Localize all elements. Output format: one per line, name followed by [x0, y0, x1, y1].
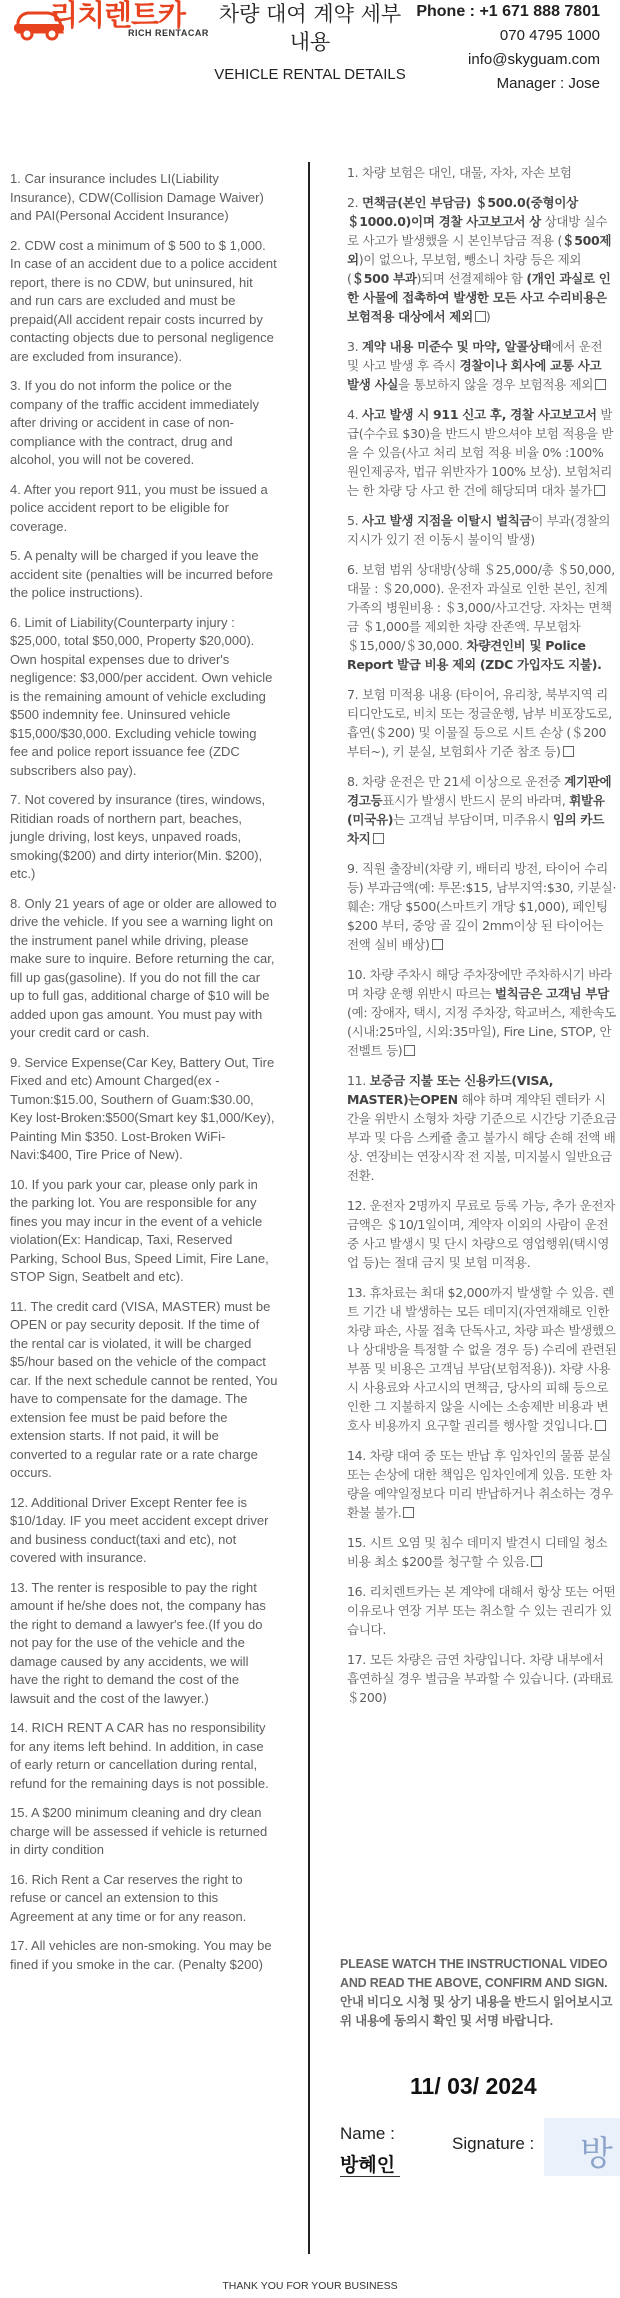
- term-10-checkbox[interactable]: [404, 1045, 415, 1056]
- term-ko-2: 2. 면책금(본인 부담금) ＄500.0(중형이상 ＄1000.0)이며 경찰 사고보고서 상 상대방 실수로 사고가 발생했을 시 본인부담금 적용 (＄500제외)이 없으나, 무보험, 뺑소니 차량 등은 제외(＄500 부과)되며 선결제해야 함 (개인 과실로 인한 사물에 접촉하여 발생한 모든 사고 수리비용은 보험적용 대상에서 제외 ): [347, 195, 612, 324]
- term-ko-1: 1. 차량 보험은 대인, 대물, 자차, 자손 보험: [347, 165, 572, 180]
- name-value: 방혜인: [340, 2154, 396, 2176]
- term-7-checkbox[interactable]: [563, 746, 574, 757]
- term-ko-7: 7. 보험 미적용 내용 (타이어, 유리창, 북부지역 리티디안도로, 비치 또는 정글운행, 남부 비포장도로, 흡연(＄200) 및 이물질 등으로 시트 손상 (＄200부터~), 키 분실, 보험회사 기준 참조 등): [347, 687, 612, 759]
- term-9-checkbox[interactable]: [432, 939, 443, 950]
- term-en-2: 2. CDW cost a minimum of $ 500 to $ 1,000. In case of an accident due to a police accident report, there is no CDW, but uninsured, hit and run cars are excluded and must be prepaid(All accident repair costs incurred by contacting objects due to personal negligence are excluded from insurance).: [10, 237, 277, 364]
- term-ko-15: 15. 시트 오염 및 침수 데미지 발견시 디테일 청소 비용 최소 $200를 청구할 수 있음.: [347, 1535, 608, 1569]
- term-en-7: 7. Not covered by insurance (tires, windows, Ritidian roads of northern part, beaches, jungle driving, lost keys, unpaved roads, smoking($200) and dirty interior(Min. $200), etc.): [10, 792, 266, 881]
- title-english: VEHICLE RENTAL DETAILS: [214, 66, 406, 83]
- signature-handwriting: 방: [580, 2134, 613, 2174]
- term-ko-14: 14. 차량 대여 중 또는 반납 후 임차인의 물품 분실 또는 손상에 대한 책임은 임차인에게 있음. 또한 차량을 예약일정보다 미리 반납하거나 취소하는 경우 환불 불가.: [347, 1448, 613, 1520]
- title-korean: 차량 대여 계약 세부 내용: [218, 2, 402, 54]
- term-ko-5: 5. 사고 발생 지점을 이탈시 벌칙금이 부과(경찰의 지시가 있기 전 이동시 불이익 발생): [347, 513, 611, 547]
- term-ko-10: 10. 차량 주차시 해당 주차장에만 주차하시기 바라며 차량 운행 위반시 따르는 벌칙금은 고객님 부담 (예: 장애자, 택시, 지정 주차장, 학교버스, 제한속도(시내:25마일, 시외:35마일), Fire Line, STOP, 안전벨트 등): [347, 967, 616, 1058]
- signed-date: 11/ 03/ 2024: [410, 2073, 537, 2099]
- footer-thanks: THANK YOU FOR YOUR BUSINESS: [222, 2280, 398, 2292]
- term-en-9: 9. Service Expense(Car Key, Battery Out, Tire Fixed and etc) Amount Charged(ex - Tumon:$15.00, Southern of Guam:$30.00, Key lost-Broken:$500(Smart key $1,000/Key), Painting Min $350. Lost-Broken WiFi-Navi:$400, Tire Price of New).: [10, 1054, 275, 1162]
- term-en-5: 5. A penalty will be charged if you leave the accident site (penalties will be incurred before the police instructions).: [10, 548, 274, 600]
- term-3-checkbox[interactable]: [595, 379, 606, 390]
- term-en-16: 16. Rich Rent a Car reserves the right to refuse or cancel an extension to this Agreement at any time or for any reason.: [10, 1871, 247, 1924]
- terms-english-column: [10, 170, 278, 1985]
- term-2-checkbox[interactable]: [475, 311, 486, 322]
- term-ko-12: 12. 운전자 2명까지 무료로 등록 가능, 추가 운전자 금액은 ＄10/1일이며, 계약자 이외의 사람이 운전중 사고 발생시 및 단시 차량으로 영업행위(택시영업 등)는 절대 금지 및 보험 미적용.: [347, 1198, 615, 1270]
- term-ko-3: 3. 계약 내용 미준수 및 마약, 알콜상태에서 운전 및 사고 발생 후 즉시 경찰이나 회사에 교통 사고 발생 사실을 통보하지 않을 경우 보험적용 제외: [347, 337, 617, 394]
- term-en-15: 15. A $200 minimum cleaning and dry clean charge will be assessed if vehicle is returned in dirty condition: [10, 1805, 268, 1857]
- term-4-checkbox[interactable]: [594, 485, 605, 496]
- confirm-korean: 안내 비디오 시청 및 상기 내용을 반드시 읽어보시고 위 내용에 동의시 확인 및 서명 바랍니다.: [340, 1995, 613, 2028]
- phone-number: Phone : +1 671 888 7801: [416, 3, 600, 20]
- term-en-13: 13. The renter is resposible to pay the right amount if he/she does not, the company has the right to demand a lawyer's fee.(If you do not pay for the use of the vehicle and the damage caused by any accidents, we will have the right to demand the cost of the lawsuit and the cost of the lawyer.): [10, 1579, 266, 1706]
- contact-block: [400, 0, 600, 96]
- term-ko-4: 4. 사고 발생 시 911 신고 후, 경찰 사고보고서 발급(수수료 $30)을 반드시 받으셔야 보험 적용을 받을 수 있음(사고 처리 보험 적용 비율 0% :100% 원인제공자, 법규 위반자가 100% 보상). 보험처리는 한 차량 당 사고 한 건에 해당되며 대차 불가: [347, 407, 614, 498]
- column-divider: [308, 162, 310, 2254]
- term-ko-13: 13. 휴차료는 최대 $2,000까지 발생할 수 있음. 렌트 기간 내 발생하는 모든 데미지(자연재해로 인한 차량 파손, 사물 접촉 단독사고, 차량 파손 발생했으나 상대방을 특정할 수 없을 경우 등) 수리에 관련된 부품 및 비용은 고객님 부담(보험적용)). 차량 사용시 사용료와 사고시의 면책금, 당사의 피해 등으로 인한 그 지불하지 않을 시에는 소송제반 비용과 변호사 비용까지 요구할 권리를 행사할 것입니다.: [347, 1285, 617, 1433]
- term-en-12: 12. Additional Driver Except Renter fee is $10/1day. IF you meet accident except driver and business conduct(taxi and etc), not covered with insurance.: [10, 1494, 269, 1565]
- term-ko-16: 16. 리치렌트카는 본 계약에 대해서 항상 또는 어떤 이유로나 연장 거부 또는 취소할 수 있는 권리가 있습니다.: [347, 1584, 616, 1637]
- term-en-10: 10. If you park your car, please only park in the parking lot. You are responsible for any fines you may incur in the event of a vehicle violation(Ex: Handicap, Taxi, Reserved Parking, School Bus, Speed Limit, Fire Lane, STOP Sign, Seatbelt and etc).: [10, 1176, 269, 1284]
- terms-korean-column: [347, 163, 617, 1718]
- email-address: info@skyguam.com: [468, 51, 600, 68]
- name-underline: [340, 2176, 400, 2177]
- term-13-checkbox[interactable]: [595, 1420, 606, 1431]
- term-en-11: 11. The credit card (VISA, MASTER) must be OPEN or pay security deposit. If the time of the rental car is violated, it will be charged $5/hour based on the vehicle of the compact car. If the next schedule cannot be rented, You have to compensate for the damage. The extension fee must be paid before the extension starts. If not paid, it will be converted to a regular rate or a rate charge occurs.: [10, 1298, 278, 1480]
- phone-number-2: 070 4795 1000: [499, 27, 600, 44]
- name-label: Name :: [340, 2124, 395, 2143]
- term-ko-8: 8. 차량 운전은 만 21세 이상으로 운전중 계기판에 경고등표시가 발생시 반드시 문의 바라며, 휘발유(미국유)는 고객님 부담이며, 미주유시 임의 카드 차지: [347, 774, 612, 846]
- term-en-8: 8. Only 21 years of age or older are allowed to drive the vehicle. If you see a warning light on the instrument panel while driving, please make sure to inquire. Before returning the car, fill up gas(gasoline). If you do not fill the car up to full gas, additional charge of $10 will be added upon gas amount. You must pay with your credit card or cash.: [10, 895, 277, 1040]
- term-ko-11: 11. 보증금 지불 또는 신용카드(VISA, MASTER)는OPEN 해야 하며 계약된 렌터카 시간을 위반시 소형차 차량 기준으로 시간당 기준요금부과 및 다음 스케쥴 출고 불가시 해당 손해 전액 배상. 연장비는 연장시작 전 지불, 미지불시 일반요금 전환.: [347, 1073, 617, 1183]
- term-14-checkbox[interactable]: [403, 1507, 414, 1518]
- signature-box[interactable]: [544, 2118, 620, 2176]
- term-en-14: 14. RICH RENT A CAR has no responsibility for any items left behind. In addition, in case of early return or cancellation during rental, refund for the remaining days is not possible.: [10, 1720, 269, 1791]
- term-en-4: 4. After you report 911, you must be issued a police accident report to be eligible for coverage.: [10, 481, 268, 534]
- confirm-english: PLEASE WATCH THE INSTRUCTIONAL VIDEO AND READ THE ABOVE, CONFIRM AND SIGN.: [340, 1957, 608, 1990]
- document-header: [0, 0, 620, 92]
- term-en-17: 17. All vehicles are non-smoking. You may be fined if you smoke in the car. (Penalty $200): [10, 1938, 272, 1972]
- term-en-3: 3. If you do not inform the police or the company of the traffic accident immediately after driving or accident in case of non-compliance with the contract, drug and alcohol, you will not be covered.: [10, 378, 260, 467]
- term-en-1: 1. Car insurance includes LI(Liability Insurance), CDW(Collision Damage Waiver) and PAI(Personal Accident Insurance): [10, 171, 264, 223]
- term-en-6: 6. Limit of Liability(Counterparty injury : $25,000, total $50,000, Property $20,000). Own hospital expenses due to driver's negligence: $3,000/per accident. Own vehicle is the remaining amount of vehicle excluding $500 indemnity fee. Uninsured vehicle $15,000/$30,000. Excluding vehicle towing fee and police report issuance fee (ZDC subscribers also pay).: [10, 614, 273, 778]
- confirm-instructions: [340, 1955, 618, 2031]
- signature-label: Signature :: [452, 2134, 535, 2153]
- term-15-checkbox[interactable]: [531, 1556, 542, 1567]
- term-ko-9: 9. 직원 출장비(차량 키, 배터리 방전, 타이어 수리등) 부과금액(예: 투몬:$15, 남부지역:$30, 키분실·훼손: 개당 $500(스마트키 개당 $1,000), 페인팅 $200 부터, 중앙 골 깊이 2mm이상 된 타이어는 전액 실비 배상): [347, 861, 617, 952]
- brand-sub: RICH RENTACAR: [128, 28, 209, 38]
- brand-name: 리치렌트카: [50, 0, 186, 32]
- term-ko-17: 17. 모든 차량은 금연 차량입니다. 차량 내부에서 흡연하실 경우 벌금을 부과할 수 있습니다. (과태료 ＄200): [347, 1652, 613, 1705]
- term-8-checkbox[interactable]: [373, 833, 384, 844]
- term-ko-6: 6. 보험 범위 상대방(상해 ＄25,000/총 ＄50,000, 대물 : ＄20,000). 운전자 과실로 인한 본인, 친계 가족의 병원비용 : ＄3,000/사고건당. 자차는 면책금 ＄1,000를 제외한 차량 잔존액. 무보험차 ＄15,000/＄30,000. 차량견인비 및 Police Report 발급 비용 제외 (ZDC 가입자도 지불).: [347, 562, 615, 672]
- manager-name: Manager : Jose: [496, 75, 600, 92]
